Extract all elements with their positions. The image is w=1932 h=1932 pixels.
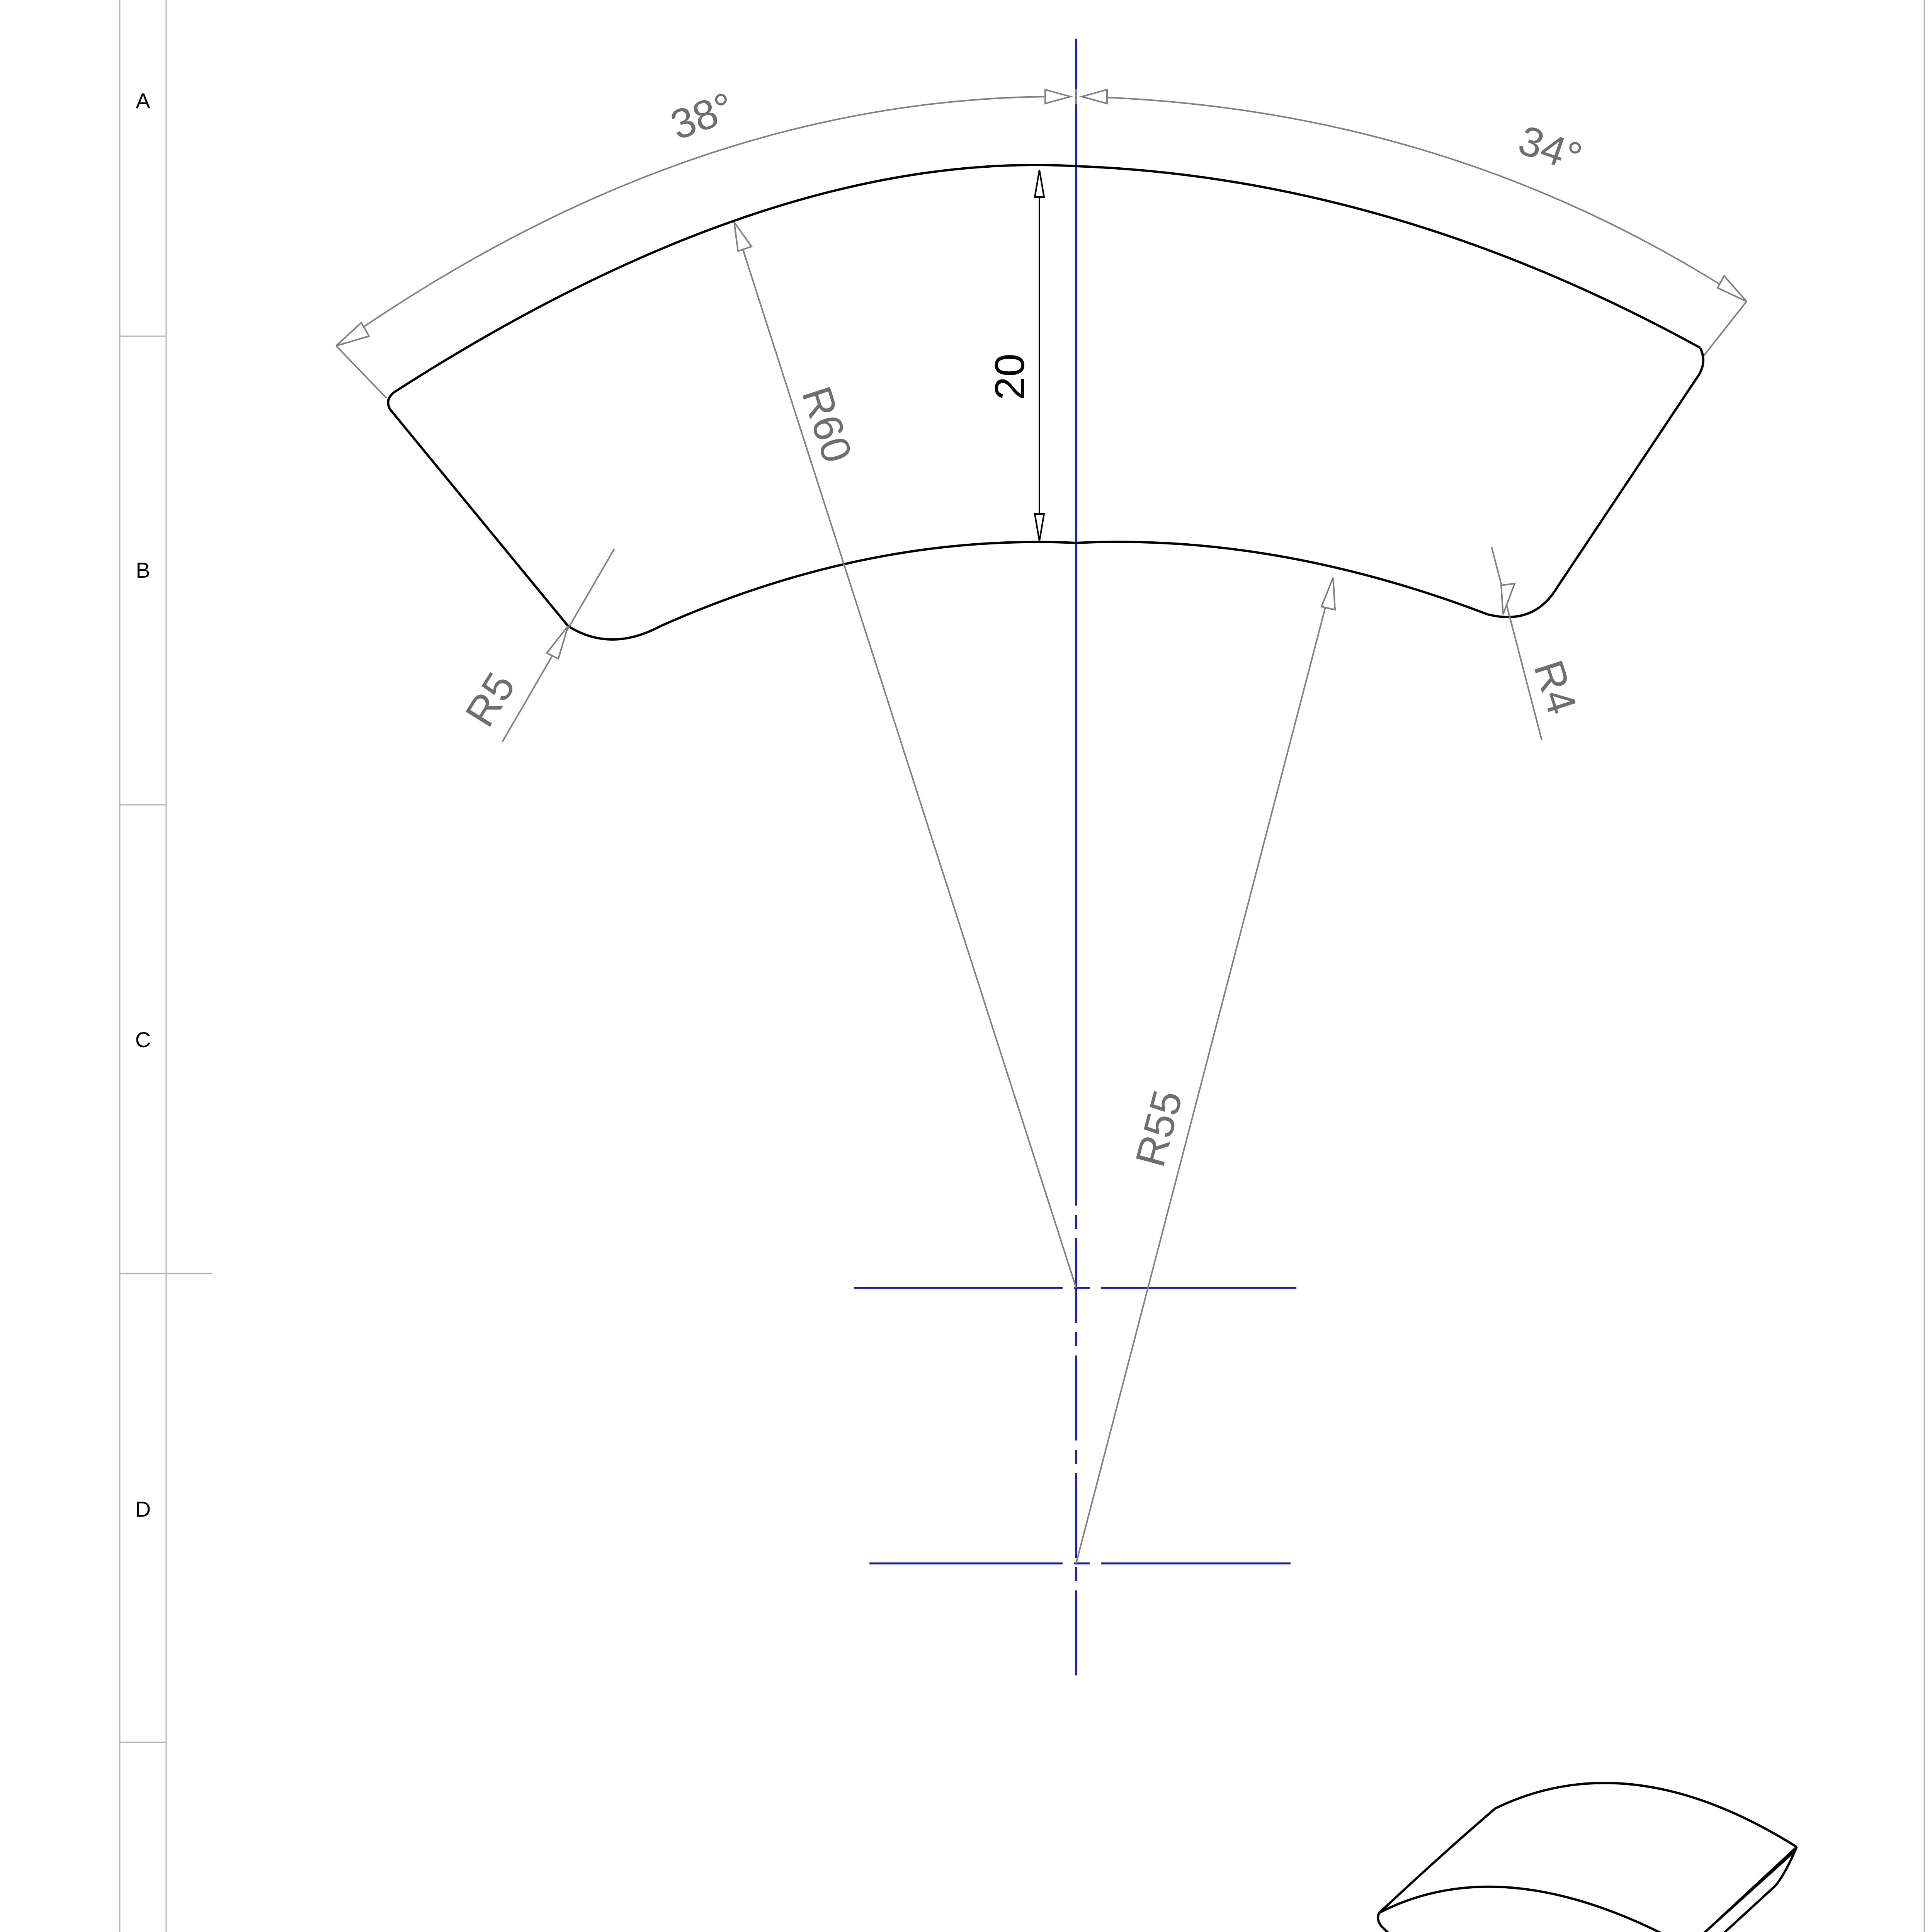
iso-right-face [1658, 1847, 1797, 1932]
dimension-labels [456, 83, 1588, 1172]
outer-arc [394, 165, 1700, 392]
part-outline [388, 165, 1703, 639]
arrow-height-bottom [1035, 514, 1044, 541]
center-lines [854, 39, 1296, 1677]
zone-label-b: B [136, 558, 150, 582]
arrow-angle-left-start [336, 323, 369, 346]
dim-label-angle-right: 34° [1513, 116, 1588, 181]
right-edge [1557, 348, 1703, 587]
arrow-angle-right-end [1718, 276, 1747, 301]
iso-right-top-edge [1689, 1847, 1797, 1932]
iso-chamfer-line [1694, 1853, 1793, 1932]
arrow-height-top [1035, 170, 1044, 197]
extension-line-left [336, 346, 386, 398]
zone-label-d: D [135, 1497, 151, 1521]
dimension-lines [336, 89, 1747, 1563]
angle-dimension-arc-right [1082, 97, 1747, 301]
radius-line-inner [1076, 578, 1333, 1563]
zone-labels [135, 88, 151, 1932]
zone-label-a: A [136, 88, 150, 113]
dim-label-r4: R4 [1525, 655, 1586, 720]
dim-label-r5: R5 [456, 664, 524, 735]
arrow-r5 [547, 626, 568, 659]
dim-label-r60: R60 [793, 381, 861, 468]
arrow-r60 [734, 222, 752, 251]
arrow-angle-right-start [1082, 90, 1107, 104]
iso-top-face [1379, 1783, 1797, 1913]
iso-front-top-edge [1379, 1887, 1689, 1932]
arrow-r55 [1321, 578, 1335, 610]
dim-label-height: 20 [986, 353, 1033, 400]
fillet-leader-right [1492, 547, 1542, 740]
inner-arc [661, 542, 1488, 626]
arrow-angle-left-end [1045, 90, 1070, 104]
dim-label-r55: R55 [1126, 1085, 1191, 1172]
fillet-right [1488, 587, 1557, 617]
iso-left-face [1378, 1913, 1449, 1932]
isometric-view [1378, 1783, 1797, 1932]
sheet-border [120, 0, 1924, 1932]
extension-line-right [1704, 301, 1747, 355]
fillet-left [568, 626, 661, 639]
dim-label-angle-left: 38° [664, 83, 740, 149]
arrowheads [336, 90, 1747, 659]
zone-label-c: C [135, 1027, 151, 1052]
left-edge [388, 392, 568, 626]
